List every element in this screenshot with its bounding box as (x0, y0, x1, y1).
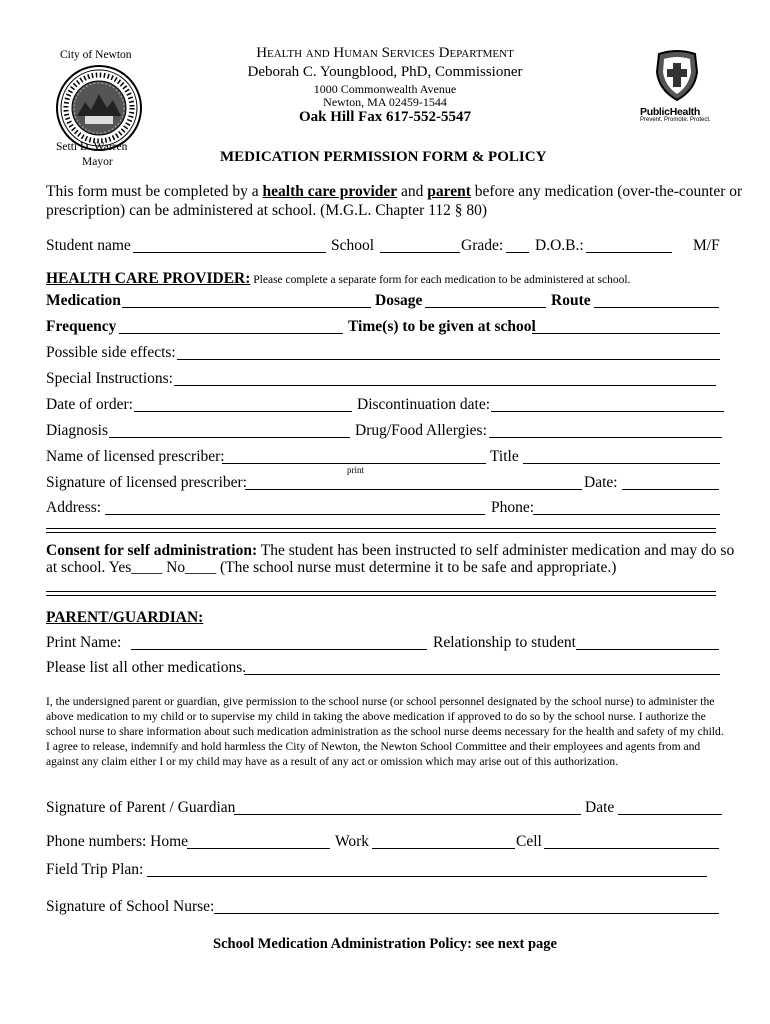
nurse-signature-label: Signature of School Nurse: (46, 898, 215, 915)
field-trip-label: Field Trip Plan: (46, 861, 144, 878)
other-meds-label: Please list all other medications. (46, 659, 247, 676)
nurse-signature-field[interactable] (214, 913, 719, 914)
parent-signature-label: Signature of Parent / Guardian (46, 799, 236, 816)
relationship-label: Relationship to student (433, 634, 576, 651)
department-name: Health and Human Services Department (256, 45, 514, 61)
intro-and: and (397, 183, 428, 200)
diagnosis-field[interactable] (109, 437, 350, 438)
print-name-label: Print Name: (46, 634, 122, 651)
phone-home-field[interactable] (187, 848, 330, 849)
parent-heading: PARENT/GUARDIAN: (46, 609, 204, 626)
relationship-field[interactable] (576, 649, 719, 650)
prescriber-title-field[interactable] (523, 463, 720, 464)
phone-label: Phone: (491, 499, 535, 516)
prescriber-signature-label: Signature of licensed prescriber: (46, 474, 247, 491)
diagnosis-label: Diagnosis (46, 422, 108, 439)
public-health-logo-tagline: Prevent. Promote. Protect. (640, 117, 711, 123)
prescriber-name-label: Name of licensed prescriber: (46, 448, 225, 465)
print-name-field[interactable] (131, 649, 427, 650)
public-health-shield-icon (653, 50, 701, 102)
parent-date-field[interactable] (618, 814, 722, 815)
phone-cell-field[interactable] (544, 848, 719, 849)
public-health-logo-title: PublicHealth (640, 106, 700, 118)
mayor-name: Setti D. Warren (56, 141, 128, 153)
address-label: Address: (46, 499, 102, 516)
phone-work-field[interactable] (372, 848, 515, 849)
special-instructions-label: Special Instructions: (46, 370, 173, 387)
phone-work-label: Work (335, 833, 370, 850)
grade-label: Grade: (461, 237, 504, 254)
order-date-label: Date of order: (46, 396, 133, 413)
medication-label: Medication (46, 292, 121, 309)
school-field[interactable] (380, 252, 460, 253)
mayor-title: Mayor (82, 156, 113, 168)
special-instructions-field[interactable] (174, 385, 716, 386)
dosage-field[interactable] (425, 307, 546, 308)
dob-label: D.O.B.: (535, 237, 584, 254)
dosage-label: Dosage (375, 292, 423, 309)
hcp-heading: HEALTH CARE PROVIDER: (46, 270, 251, 287)
intro-parent: parent (427, 183, 471, 200)
intro-hcp: health care provider (262, 183, 398, 200)
times-field[interactable] (532, 333, 720, 334)
address-line-2: Newton, MA 02459-1544 (323, 95, 447, 109)
phone-cell-label: Cell (516, 833, 542, 850)
dob-field[interactable] (586, 252, 672, 253)
prescriber-title-label: Title (490, 448, 519, 465)
parent-date-label: Date (585, 799, 615, 816)
city-label: City of Newton (60, 49, 132, 61)
route-label: Route (551, 292, 591, 309)
parent-signature-field[interactable] (234, 814, 581, 815)
order-date-field[interactable] (134, 411, 352, 412)
discontinuation-field[interactable] (491, 411, 724, 412)
frequency-field[interactable] (119, 333, 343, 334)
frequency-label: Frequency (46, 318, 117, 335)
hcp-note: Please complete a separate form for each medication to be administered at school. (250, 274, 631, 286)
other-meds-field[interactable] (244, 674, 720, 675)
intro-text: This form must be completed by a (46, 183, 263, 200)
times-label: Time(s) to be given at school (348, 318, 536, 335)
policy-footer: School Medication Administration Policy: see next page (213, 936, 557, 952)
fax-number: Oak Hill Fax 617-552-5547 (298, 109, 472, 125)
phone-field[interactable] (533, 514, 720, 515)
medication-field[interactable] (122, 307, 371, 308)
print-note: print (347, 465, 364, 475)
grade-field[interactable] (506, 252, 529, 253)
field-trip-field[interactable] (147, 876, 707, 877)
consent-line-2: at school. Yes____ No____ (The school nurse must determine it to be safe and appropriate.) (46, 559, 617, 576)
side-effects-label: Possible side effects: (46, 344, 176, 361)
hcp-heading-line (46, 270, 630, 289)
school-label: School (331, 237, 375, 254)
prescriber-signature-field[interactable] (245, 489, 582, 490)
prescriber-date-label: Date: (584, 474, 618, 491)
address-line-1: 1000 Commonwealth Avenue (313, 82, 457, 96)
side-effects-field[interactable] (177, 359, 720, 360)
commissioner: Deborah C. Youngblood, PhD, Commissioner (247, 64, 523, 80)
prescriber-name-field[interactable] (222, 463, 486, 464)
student-name-field[interactable] (133, 252, 326, 253)
prescriber-date-field[interactable] (622, 489, 719, 490)
section-divider (46, 528, 716, 533)
consent-line-1 (46, 542, 734, 560)
intro-line-1 (46, 183, 742, 201)
phone-home-label: Phone numbers: Home (46, 833, 189, 850)
section-divider-2 (46, 591, 716, 596)
allergies-label: Drug/Food Allergies: (355, 422, 487, 439)
intro-line-2: prescription) can be administered at school. (M.G.L. Chapter 112 § 80) (46, 202, 488, 219)
consent-text: The student has been instructed to self administer medication and may do so (257, 542, 735, 559)
address-field[interactable] (105, 514, 485, 515)
authorization-statement: I, the undersigned parent or guardian, give permission to the school nurse (or school personnel designated by the school nurse) to administer the above medication to my child or to supervise my child in taking the above medication if approved to do so by the school nurse. I authorize the school nurse to share information about such medication administration as the school nurse deems necessary for the health and safety of my child. I agree to release, indemnify and hold harmless the City of Newton, the Newton School Committee and their employees and agents from and against any claim either I or my child may have as a result of any act or omission which may arise out of this authorization. (46, 695, 724, 768)
student-name-label: Student name (46, 237, 131, 254)
discontinuation-label: Discontinuation date: (357, 396, 491, 413)
allergies-field[interactable] (489, 437, 722, 438)
sex-label[interactable]: M/F (693, 237, 720, 254)
form-title: MEDICATION PERMISSION FORM & POLICY (220, 149, 547, 165)
intro-text-2: before any medication (over-the-counter or (470, 183, 743, 200)
consent-heading: Consent for self administration: (46, 542, 258, 559)
route-field[interactable] (594, 307, 719, 308)
